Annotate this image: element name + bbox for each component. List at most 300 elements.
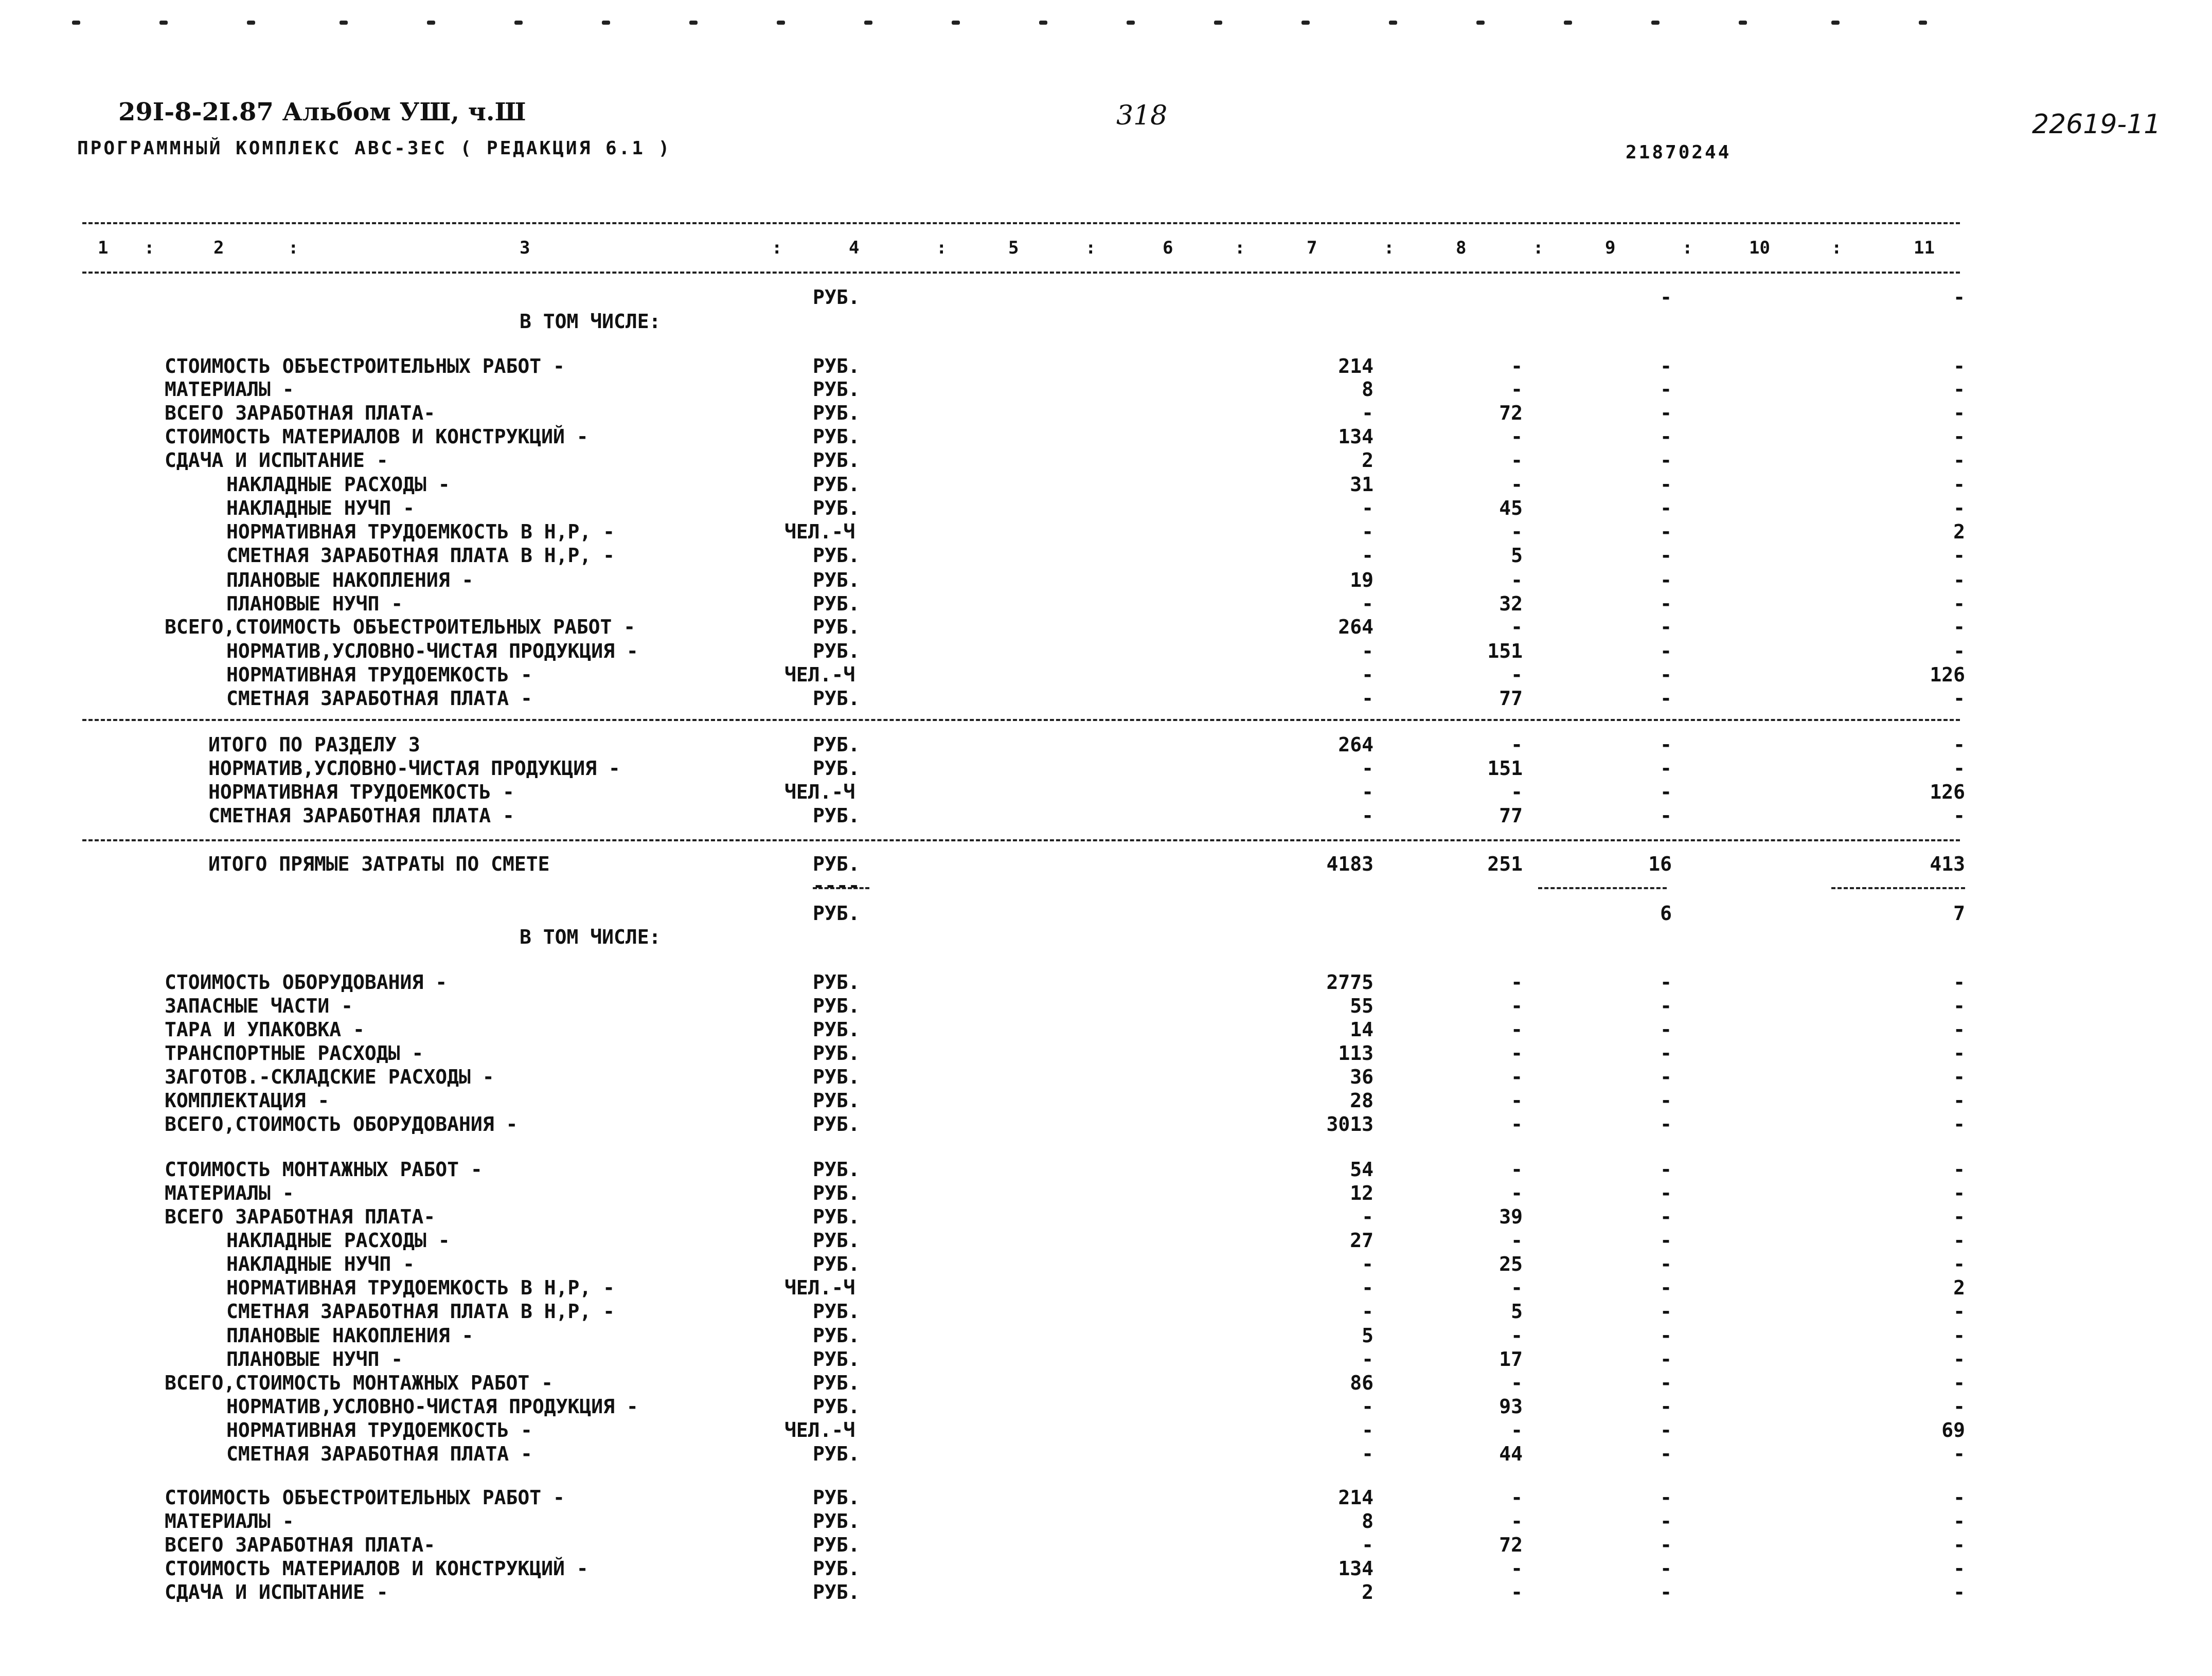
row-unit: РУБ. [813, 1042, 860, 1065]
cell-col-11: - [1953, 592, 1965, 615]
cell-col-8: 77 [1499, 687, 1523, 710]
cell-col-11: - [1953, 286, 1965, 309]
table-row [0, 1372, 2212, 1395]
cell-col-7: 2 [1362, 449, 1373, 472]
cell-col-9: - [1660, 1534, 1672, 1556]
table-row [0, 473, 2212, 497]
cell-col-8: 151 [1487, 757, 1523, 780]
cell-col-8: - [1511, 425, 1523, 448]
cell-col-7: 4183 [1326, 853, 1373, 875]
cell-col-7: - [1362, 544, 1373, 567]
cell-col-7: - [1362, 804, 1373, 827]
page-number: 318 [1116, 100, 1168, 131]
cell-col-8: - [1511, 1581, 1523, 1603]
cell-col-9: - [1660, 497, 1672, 519]
row-unit: РУБ. [813, 473, 860, 496]
column-separator: : [1831, 238, 1842, 258]
row-unit: РУБ. [813, 497, 860, 519]
row-unit: ЧЕЛ.-Ч [784, 1276, 855, 1299]
cell-col-11: - [1953, 569, 1965, 591]
cell-col-8: - [1511, 1066, 1523, 1088]
row-unit: РУБ. [813, 1324, 860, 1347]
cell-col-7: 27 [1350, 1229, 1373, 1252]
row-label: НАКЛАДНЫЕ НУЧП - [226, 497, 415, 519]
row-label: СТОИМОСТЬ МОНТАЖНЫХ РАБОТ - [165, 1158, 483, 1181]
row-label: НОРМАТИВ,УСЛОВНО-ЧИСТАЯ ПРОДУКЦИЯ - [226, 1395, 638, 1418]
row-label: НОРМАТИВНАЯ ТРУДОЕМКОСТЬ В Н,Р, - [226, 520, 615, 543]
cell-col-9: - [1660, 995, 1672, 1017]
row-unit: РУБ. [813, 1253, 860, 1275]
column-header: 8 [1456, 238, 1467, 258]
cell-col-7: - [1362, 1276, 1373, 1299]
table-row [0, 1324, 2212, 1348]
row-unit: РУБ. [813, 1395, 860, 1418]
table-row [0, 971, 2212, 995]
row-label: НАКЛАДНЫЕ РАСХОДЫ - [226, 473, 450, 496]
cell-col-8: 39 [1499, 1205, 1523, 1228]
row-label: МАТЕРИАЛЫ - [165, 378, 294, 401]
row-label: ПЛАНОВЫЕ НУЧП - [226, 592, 403, 615]
row-label: НОРМАТИВНАЯ ТРУДОЕМКОСТЬ - [208, 781, 514, 803]
cell-col-8: 72 [1499, 1534, 1523, 1556]
cell-col-11: - [1953, 425, 1965, 448]
row-label: НОРМАТИВНАЯ ТРУДОЕМКОСТЬ - [226, 663, 532, 686]
table-row [0, 1486, 2212, 1510]
table-row [0, 616, 2212, 639]
row-label: ВСЕГО,СТОИМОСТЬ ОБЪЕСТРОИТЕЛЬНЫХ РАБОТ - [165, 616, 636, 638]
cell-col-7: - [1362, 781, 1373, 803]
table-row [0, 1510, 2212, 1534]
table-row [0, 1276, 2212, 1300]
row-label: СТОИМОСТЬ ОБЪЕСТРОИТЕЛЬНЫХ РАБОТ - [165, 355, 565, 377]
row-unit: РУБ. [813, 1300, 860, 1323]
row-label: СТОИМОСТЬ МАТЕРИАЛОВ И КОНСТРУКЦИЙ - [165, 425, 588, 448]
row-unit: РУБ. [813, 1205, 860, 1228]
table-row [0, 1300, 2212, 1324]
row-label: ПЛАНОВЫЕ НУЧП - [226, 1348, 403, 1371]
table-row [0, 286, 2212, 310]
row-unit: РУБ. [813, 687, 860, 710]
cell-col-7: 3013 [1326, 1113, 1373, 1136]
cell-col-7: 134 [1338, 1557, 1373, 1580]
unit-underline-text: ---- [813, 874, 860, 897]
cell-col-8: - [1511, 520, 1523, 543]
row-unit: РУБ. [813, 1581, 860, 1603]
cell-col-9: - [1660, 1395, 1672, 1418]
cell-col-7: - [1362, 497, 1373, 519]
row-label: МАТЕРИАЛЫ - [165, 1510, 294, 1533]
row-label: СМЕТНАЯ ЗАРАБОТНАЯ ПЛАТА В Н,Р, - [226, 544, 615, 567]
table-row [0, 757, 2212, 781]
column-separator: : [288, 238, 299, 258]
cell-col-11: - [1953, 1205, 1965, 1228]
table-row [0, 1158, 2212, 1182]
cell-col-8: 251 [1487, 853, 1523, 875]
cell-col-9: - [1660, 1348, 1672, 1371]
cell-col-8: 5 [1511, 1300, 1523, 1323]
cell-col-7: - [1362, 1534, 1373, 1556]
table-row [0, 687, 2212, 711]
table-row [0, 1443, 2212, 1466]
cell-col-7: - [1362, 520, 1373, 543]
cell-col-11: - [1953, 640, 1965, 662]
cell-col-11: - [1953, 757, 1965, 780]
cell-col-7: - [1362, 592, 1373, 615]
cell-col-9: - [1660, 592, 1672, 615]
table-row [0, 1018, 2212, 1042]
row-label: НАКЛАДНЫЕ РАСХОДЫ - [226, 1229, 450, 1252]
cell-col-7: 264 [1338, 733, 1373, 756]
cell-col-8: - [1511, 1276, 1523, 1299]
row-label: СМЕТНАЯ ЗАРАБОТНАЯ ПЛАТА В Н,Р, - [226, 1300, 615, 1323]
cell-col-11: - [1953, 473, 1965, 496]
cell-col-11: - [1953, 1534, 1965, 1556]
row-unit: РУБ. [813, 733, 860, 756]
cell-col-11: - [1953, 1229, 1965, 1252]
cell-col-9: - [1660, 1372, 1672, 1394]
row-label: ВСЕГО ЗАРАБОТНАЯ ПЛАТА- [165, 1205, 436, 1228]
cell-col-7: 54 [1350, 1158, 1373, 1181]
cell-col-11: - [1953, 402, 1965, 424]
cell-col-11: - [1953, 971, 1965, 994]
row-unit: РУБ. [813, 425, 860, 448]
table-row [0, 1182, 2212, 1205]
row-unit: РУБ. [813, 569, 860, 591]
cell-col-9: - [1660, 1557, 1672, 1580]
cell-col-9: 6 [1660, 902, 1672, 925]
cell-col-9: - [1660, 687, 1672, 710]
cell-col-9: - [1660, 473, 1672, 496]
cell-col-8: 45 [1499, 497, 1523, 519]
cell-col-8: 77 [1499, 804, 1523, 827]
column-header: 4 [849, 238, 860, 258]
cell-col-9: - [1660, 286, 1672, 309]
row-unit: РУБ. [813, 544, 860, 567]
row-label: СТОИМОСТЬ МАТЕРИАЛОВ И КОНСТРУКЦИЙ - [165, 1557, 588, 1580]
cell-col-8: - [1511, 733, 1523, 756]
cell-col-7: - [1362, 1300, 1373, 1323]
cell-col-7: 31 [1350, 473, 1373, 496]
table-row [0, 310, 2212, 334]
cell-col-11: - [1953, 687, 1965, 710]
cell-col-7: - [1362, 640, 1373, 662]
cell-col-9: - [1660, 971, 1672, 994]
cell-col-11: - [1953, 1510, 1965, 1533]
row-unit: РУБ. [813, 1557, 860, 1580]
cell-col-8: 93 [1499, 1395, 1523, 1418]
row-unit: РУБ. [813, 1534, 860, 1556]
row-unit: РУБ. [813, 378, 860, 401]
cell-col-7: 55 [1350, 995, 1373, 1017]
cell-col-11: - [1953, 1089, 1965, 1112]
cell-col-8: - [1511, 1557, 1523, 1580]
header-rule-top [82, 222, 1960, 224]
row-unit: РУБ. [813, 1066, 860, 1088]
cell-col-7: - [1362, 1348, 1373, 1371]
row-unit: ЧЕЛ.-Ч [784, 781, 855, 803]
row-label: В ТОМ ЧИСЛЕ: [520, 310, 661, 333]
cell-col-8: - [1511, 1042, 1523, 1065]
cell-col-7: - [1362, 663, 1373, 686]
table-row [0, 853, 2212, 876]
row-label: ЗАГОТОВ.-СКЛАДСКИЕ РАСХОДЫ - [165, 1066, 494, 1088]
cell-col-8: - [1511, 473, 1523, 496]
table-row [0, 995, 2212, 1018]
column-header-row [0, 238, 2212, 263]
cell-col-8: - [1511, 971, 1523, 994]
cell-col-11: 2 [1953, 1276, 1965, 1299]
row-unit: РУБ. [813, 853, 860, 875]
cell-col-9: - [1660, 1300, 1672, 1323]
column-header: 11 [1914, 238, 1935, 258]
cell-col-8: 44 [1499, 1443, 1523, 1465]
column-header: 3 [520, 238, 530, 258]
cell-col-11: - [1953, 355, 1965, 377]
row-unit: РУБ. [813, 804, 860, 827]
table-row [0, 1205, 2212, 1229]
handwritten-stamp: 22619-11 [2032, 109, 2161, 140]
row-label: ВСЕГО ЗАРАБОТНАЯ ПЛАТА- [165, 1534, 436, 1556]
cell-col-9: - [1660, 1510, 1672, 1533]
row-unit: РУБ. [813, 1372, 860, 1394]
table-row [0, 1534, 2212, 1557]
table-row [0, 1348, 2212, 1372]
cell-col-8: - [1511, 995, 1523, 1017]
row-label: В ТОМ ЧИСЛЕ: [520, 926, 661, 948]
cell-col-9: - [1660, 1419, 1672, 1441]
unit-underline [0, 874, 2212, 898]
row-unit: РУБ. [813, 592, 860, 615]
cell-col-11: - [1953, 1395, 1965, 1418]
cell-col-11: - [1953, 733, 1965, 756]
table-row [0, 926, 2212, 949]
cell-col-8: - [1511, 1182, 1523, 1204]
row-unit: ЧЕЛ.-Ч [784, 520, 855, 543]
cell-col-7: - [1362, 1205, 1373, 1228]
table-row [0, 1395, 2212, 1419]
column-header: 9 [1605, 238, 1616, 258]
cell-col-11: - [1953, 1443, 1965, 1465]
cell-col-8: - [1511, 781, 1523, 803]
cell-col-11: 2 [1953, 520, 1965, 543]
row-unit: РУБ. [813, 1018, 860, 1041]
cell-col-8: - [1511, 1324, 1523, 1347]
cell-col-8: 17 [1499, 1348, 1523, 1371]
cell-col-8: 72 [1499, 402, 1523, 424]
cell-col-7: 28 [1350, 1089, 1373, 1112]
row-label: ПЛАНОВЫЕ НАКОПЛЕНИЯ - [226, 569, 474, 591]
column-header: 2 [213, 238, 224, 258]
row-label: СМЕТНАЯ ЗАРАБОТНАЯ ПЛАТА - [226, 1443, 532, 1465]
table-row [0, 1042, 2212, 1066]
column-separator: : [936, 238, 947, 258]
section-rule [82, 719, 1960, 721]
cell-col-9: - [1660, 1066, 1672, 1088]
cell-col-7: - [1362, 1253, 1373, 1275]
cell-col-9: - [1660, 449, 1672, 472]
row-unit: РУБ. [813, 1158, 860, 1181]
row-unit: РУБ. [813, 355, 860, 377]
row-label: НОРМАТИВ,УСЛОВНО-ЧИСТАЯ ПРОДУКЦИЯ - [208, 757, 620, 780]
table-row [0, 804, 2212, 828]
row-unit: РУБ. [813, 1182, 860, 1204]
table-row [0, 781, 2212, 804]
column-header: 1 [98, 238, 109, 258]
column-separator: : [1384, 238, 1395, 258]
cell-col-11: - [1953, 1042, 1965, 1065]
cell-col-9: - [1660, 1486, 1672, 1509]
cell-col-11: - [1953, 1158, 1965, 1181]
cell-col-9: - [1660, 781, 1672, 803]
cell-col-7: 134 [1338, 425, 1373, 448]
row-unit: РУБ. [813, 1443, 860, 1465]
cell-col-9: - [1660, 1324, 1672, 1347]
cell-col-8: - [1511, 1372, 1523, 1394]
table-row [0, 449, 2212, 473]
row-unit: РУБ. [813, 757, 860, 780]
cell-col-11: - [1953, 1348, 1965, 1371]
cell-col-7: 86 [1350, 1372, 1373, 1394]
row-label: ВСЕГО,СТОИМОСТЬ ОБОРУДОВАНИЯ - [165, 1113, 518, 1136]
cell-col-7: 8 [1362, 378, 1373, 401]
column-header: 10 [1749, 238, 1770, 258]
row-unit: РУБ. [813, 1510, 860, 1533]
cell-col-9: - [1660, 544, 1672, 567]
row-label: СДАЧА И ИСПЫТАНИЕ - [165, 1581, 388, 1603]
cell-col-9: - [1660, 1229, 1672, 1252]
row-label: КОМПЛЕКТАЦИЯ - [165, 1089, 330, 1112]
cell-col-7: 214 [1338, 1486, 1373, 1509]
column-header: 5 [1008, 238, 1019, 258]
table-row [0, 425, 2212, 449]
cell-col-7: 2775 [1326, 971, 1373, 994]
row-label: ВСЕГО ЗАРАБОТНАЯ ПЛАТА- [165, 402, 436, 424]
cell-col-11: - [1953, 1300, 1965, 1323]
row-unit: РУБ. [813, 402, 860, 424]
row-label: ЗАПАСНЫЕ ЧАСТИ - [165, 995, 353, 1017]
row-unit: РУБ. [813, 449, 860, 472]
cell-col-9: - [1660, 757, 1672, 780]
cell-col-9: - [1660, 1581, 1672, 1603]
column-separator: : [1235, 238, 1245, 258]
table-row [0, 902, 2212, 926]
cell-col-7: 14 [1350, 1018, 1373, 1041]
cell-col-7: - [1362, 687, 1373, 710]
cell-col-8: 32 [1499, 592, 1523, 615]
cell-col-9: - [1660, 663, 1672, 686]
cell-col-8: - [1511, 1113, 1523, 1136]
row-label: ИТОГО ПРЯМЫЕ ЗАТРАТЫ ПО СМЕТЕ [208, 853, 550, 875]
cell-col-8: - [1511, 1510, 1523, 1533]
table-row [0, 1253, 2212, 1276]
cell-col-9: - [1660, 355, 1672, 377]
table-row [0, 497, 2212, 520]
header-rule-bottom [82, 272, 1960, 274]
cell-col-11: 126 [1930, 781, 1965, 803]
table-row [0, 544, 2212, 568]
cell-col-8: - [1511, 663, 1523, 686]
cell-col-8: - [1511, 1018, 1523, 1041]
row-unit: РУБ. [813, 1229, 860, 1252]
cell-col-7: - [1362, 402, 1373, 424]
cell-col-11: 7 [1953, 902, 1965, 925]
cell-col-7: 2 [1362, 1581, 1373, 1603]
row-unit: РУБ. [813, 640, 860, 662]
cell-col-7: - [1362, 757, 1373, 780]
cell-col-7: 113 [1338, 1042, 1373, 1065]
cell-col-11: 69 [1941, 1419, 1965, 1441]
row-label: ИТОГО ПО РАЗДЕЛУ 3 [208, 733, 420, 756]
cell-col-9: - [1660, 616, 1672, 638]
row-label: СМЕТНАЯ ЗАРАБОТНАЯ ПЛАТА - [208, 804, 514, 827]
cell-col-11: - [1953, 1557, 1965, 1580]
table-row [0, 1557, 2212, 1581]
table-row [0, 1581, 2212, 1605]
table-row [0, 569, 2212, 592]
cell-col-9: - [1660, 804, 1672, 827]
table-row [0, 592, 2212, 616]
row-unit: РУБ. [813, 616, 860, 638]
cell-col-9: - [1660, 733, 1672, 756]
cell-col-7: 5 [1362, 1324, 1373, 1347]
cell-col-9: - [1660, 1276, 1672, 1299]
cell-col-7: 264 [1338, 616, 1373, 638]
row-label: МАТЕРИАЛЫ - [165, 1182, 294, 1204]
cell-col-8: - [1511, 1229, 1523, 1252]
row-unit: РУБ. [813, 1486, 860, 1509]
row-unit: РУБ. [813, 286, 860, 309]
cell-col-7: 19 [1350, 569, 1373, 591]
cell-col-9: - [1660, 1089, 1672, 1112]
cell-col-8: 5 [1511, 544, 1523, 567]
cell-col-9: - [1660, 1182, 1672, 1204]
cell-col-8: - [1511, 1158, 1523, 1181]
cell-col-11: 126 [1930, 663, 1965, 686]
cell-col-9: - [1660, 520, 1672, 543]
cell-col-9: - [1660, 1205, 1672, 1228]
table-row [0, 378, 2212, 402]
cell-col-11: - [1953, 995, 1965, 1017]
cell-col-9: - [1660, 1042, 1672, 1065]
cell-col-11: - [1953, 804, 1965, 827]
table-row [0, 1419, 2212, 1443]
cell-col-8: - [1511, 355, 1523, 377]
cell-col-11: - [1953, 1324, 1965, 1347]
table-row [0, 733, 2212, 757]
cell-col-11: - [1953, 544, 1965, 567]
cell-col-8: - [1511, 1089, 1523, 1112]
row-unit: ЧЕЛ.-Ч [784, 1419, 855, 1441]
program-title: ПРОГРАММНЫЙ КОМПЛЕКС АВС-ЗЕС ( РЕДАКЦИЯ 6.1 ) [77, 138, 672, 159]
cell-col-7: - [1362, 1395, 1373, 1418]
column-separator: : [1085, 238, 1096, 258]
section-rule [82, 839, 1960, 841]
table-row [0, 1089, 2212, 1113]
cell-col-11: - [1953, 1253, 1965, 1275]
row-label: НОРМАТИВ,УСЛОВНО-ЧИСТАЯ ПРОДУКЦИЯ - [226, 640, 638, 662]
cell-col-9: - [1660, 378, 1672, 401]
cell-col-11: - [1953, 497, 1965, 519]
cell-col-11: - [1953, 449, 1965, 472]
cell-col-11: - [1953, 1066, 1965, 1088]
cell-col-11: - [1953, 378, 1965, 401]
cell-col-8: - [1511, 378, 1523, 401]
cell-col-8: - [1511, 449, 1523, 472]
row-label: СТОИМОСТЬ ОБЪЕСТРОИТЕЛЬНЫХ РАБОТ - [165, 1486, 565, 1509]
table-row [0, 663, 2212, 687]
cell-col-7: 214 [1338, 355, 1373, 377]
cell-col-11: - [1953, 1372, 1965, 1394]
